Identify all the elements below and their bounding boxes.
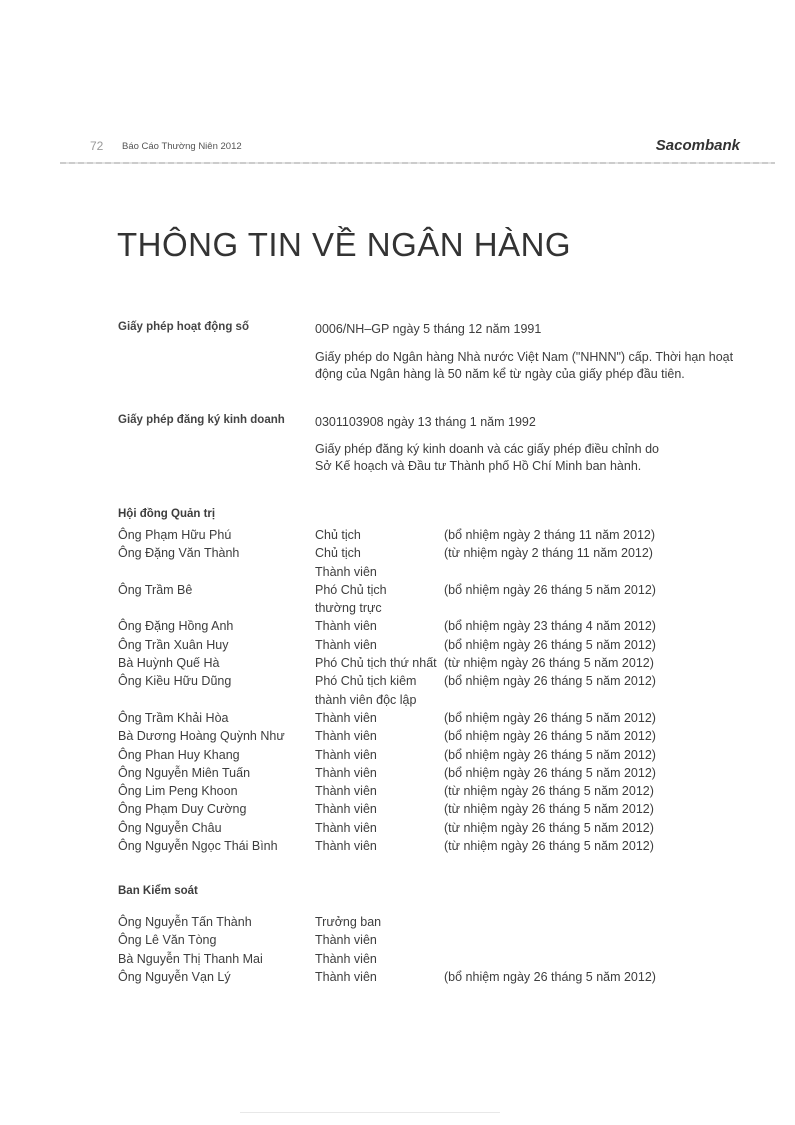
member-role: Chủ tịch: [315, 528, 361, 542]
member-role: Thành viên: [315, 637, 377, 652]
member-name: Ông Trầm Bê: [118, 582, 193, 597]
member-name: Ông Nguyễn Ngọc Thái Bình: [118, 839, 278, 854]
member-note: (từ nhiệm ngày 26 tháng 5 năm 2012): [444, 820, 654, 835]
member-row: [118, 654, 678, 672]
member-note: (bổ nhiệm ngày 26 tháng 5 năm 2012): [444, 765, 656, 780]
footer-line: [240, 1112, 500, 1113]
member-row: [118, 672, 678, 709]
board-heading: Hội đồng Quản trị: [118, 508, 216, 520]
member-role: Thành viên: [315, 747, 377, 762]
license-label: Giấy phép hoạt động số: [118, 321, 249, 333]
member-name: Ông Phan Huy Khang: [118, 747, 240, 762]
member-note: (bổ nhiệm ngày 26 tháng 5 năm 2012): [444, 637, 656, 652]
member-row: [118, 544, 678, 581]
license-value: 0006/NH–GP ngày 5 tháng 12 năm 1991: [315, 322, 542, 336]
member-role: Thành viên: [315, 765, 377, 780]
member-row: [118, 782, 678, 800]
member-name: Ông Nguyễn Châu: [118, 820, 222, 835]
member-note: (từ nhiệm ngày 26 tháng 5 năm 2012): [444, 839, 654, 854]
member-row: [118, 581, 678, 618]
member-role: Thành viên: [315, 710, 377, 725]
supervisory-members-list: [118, 913, 678, 986]
member-name: Ông Lê Văn Tòng: [118, 933, 217, 948]
member-row: [118, 968, 678, 986]
member-note: (từ nhiệm ngày 26 tháng 5 năm 2012): [444, 784, 654, 799]
member-row: [118, 819, 678, 837]
member-role: Thành viên: [315, 969, 377, 984]
member-row: [118, 800, 678, 818]
member-note: [444, 931, 684, 949]
member-note: (bổ nhiệm ngày 26 tháng 5 năm 2012): [444, 729, 656, 744]
sacombank-logo: Sacombank: [655, 137, 740, 154]
member-note: (bổ nhiệm ngày 2 tháng 11 năm 2012): [444, 528, 656, 542]
license-value: 0301103908 ngày 13 tháng 1 năm 1992: [315, 415, 536, 429]
member-name: Bà Huỳnh Quế Hà: [118, 656, 220, 671]
member-row: [118, 764, 678, 782]
member-name: Bà Dương Hoàng Quỳnh Như: [118, 729, 285, 744]
license-business: [118, 414, 659, 473]
member-role: Thành viên: [315, 951, 377, 966]
member-row: [118, 950, 678, 968]
member-row: [118, 526, 678, 544]
member-note: (bổ nhiệm ngày 26 tháng 5 năm 2012): [444, 747, 656, 762]
member-role: Trưởng ban: [315, 915, 382, 929]
member-row: [118, 837, 678, 855]
member-name: Ông Nguyễn Tấn Thành: [118, 915, 252, 929]
member-role: Thành viên: [315, 802, 377, 817]
member-note: (bổ nhiệm ngày 26 tháng 5 năm 2012): [444, 674, 656, 689]
license-operating: [118, 321, 734, 381]
member-role: Phó Chủ tịch kiêm thành viên độc lập: [315, 674, 417, 707]
member-name: Ông Trầm Khải Hòa: [118, 710, 229, 725]
member-name: Ông Kiều Hữu Dũng: [118, 674, 232, 689]
license-description: Giấy phép đăng ký kinh doanh và các giấy phép điều chỉnh do Sở Kế hoạch và Đầu tư Thành phố Hồ Chí Minh ban hành.: [315, 442, 659, 473]
member-note: (bổ nhiệm ngày 23 tháng 4 năm 2012): [444, 619, 656, 634]
member-name: Ông Trần Xuân Huy: [118, 637, 229, 652]
member-note: (bổ nhiệm ngày 26 tháng 5 năm 2012): [444, 710, 656, 725]
member-row: [118, 727, 678, 745]
license-description: Giấy phép do Ngân hàng Nhà nước Việt Nam ("NHNN") cấp. Thời hạn hoạt động của Ngân hàng là 50 năm kể từ ngày của giấy phép đầu tiên.: [315, 350, 734, 381]
member-row: [118, 931, 678, 949]
member-name: Ông Phạm Duy Cường: [118, 802, 247, 817]
member-role: Thành viên: [315, 729, 377, 744]
member-row: [118, 913, 678, 931]
member-row: [118, 617, 678, 635]
member-role: Thành viên: [315, 933, 377, 948]
member-row: [118, 746, 678, 764]
member-name: Bà Nguyễn Thị Thanh Mai: [118, 951, 263, 966]
member-role: Phó Chủ tịch thứ nhất: [315, 656, 437, 671]
member-note: (từ nhiệm ngày 26 tháng 5 năm 2012): [444, 656, 654, 671]
member-role: Thành viên: [315, 784, 377, 799]
member-role: Thành viên: [315, 839, 377, 854]
member-name: Ông Phạm Hữu Phú: [118, 528, 232, 542]
member-note: (bổ nhiệm ngày 26 tháng 5 năm 2012): [444, 969, 656, 984]
member-name: Ông Lim Peng Khoon: [118, 784, 238, 799]
member-role: Chủ tịch Thành viên: [315, 546, 377, 579]
board-members-list: [118, 526, 678, 855]
member-note: (từ nhiệm ngày 26 tháng 5 năm 2012): [444, 802, 654, 817]
member-row: [118, 636, 678, 654]
member-name: Ông Nguyễn Vạn Lý: [118, 969, 231, 984]
member-name: Ông Đặng Văn Thành: [118, 546, 240, 561]
report-title: Báo Cáo Thường Niên 2012: [122, 141, 242, 152]
member-role: Thành viên: [315, 820, 377, 835]
page-header: [60, 139, 755, 155]
member-role: Thành viên: [315, 619, 377, 634]
member-role: Phó Chủ tịch thường trực: [315, 582, 387, 616]
header-divider: [60, 162, 775, 164]
member-note: [444, 913, 684, 931]
member-note: [444, 950, 684, 968]
member-name: Ông Đặng Hồng Anh: [118, 619, 234, 634]
member-note: (bổ nhiệm ngày 26 tháng 5 năm 2012): [444, 582, 656, 597]
member-note: (từ nhiệm ngày 2 tháng 11 năm 2012): [444, 546, 653, 561]
page-number: 72: [90, 139, 104, 153]
page-title: THÔNG TIN VỀ NGÂN HÀNG: [117, 226, 572, 263]
supervisory-heading: Ban Kiểm soát: [118, 885, 198, 897]
member-row: [118, 709, 678, 727]
member-name: Ông Nguyễn Miên Tuấn: [118, 765, 251, 780]
license-label: Giấy phép đăng ký kinh doanh: [118, 414, 285, 426]
